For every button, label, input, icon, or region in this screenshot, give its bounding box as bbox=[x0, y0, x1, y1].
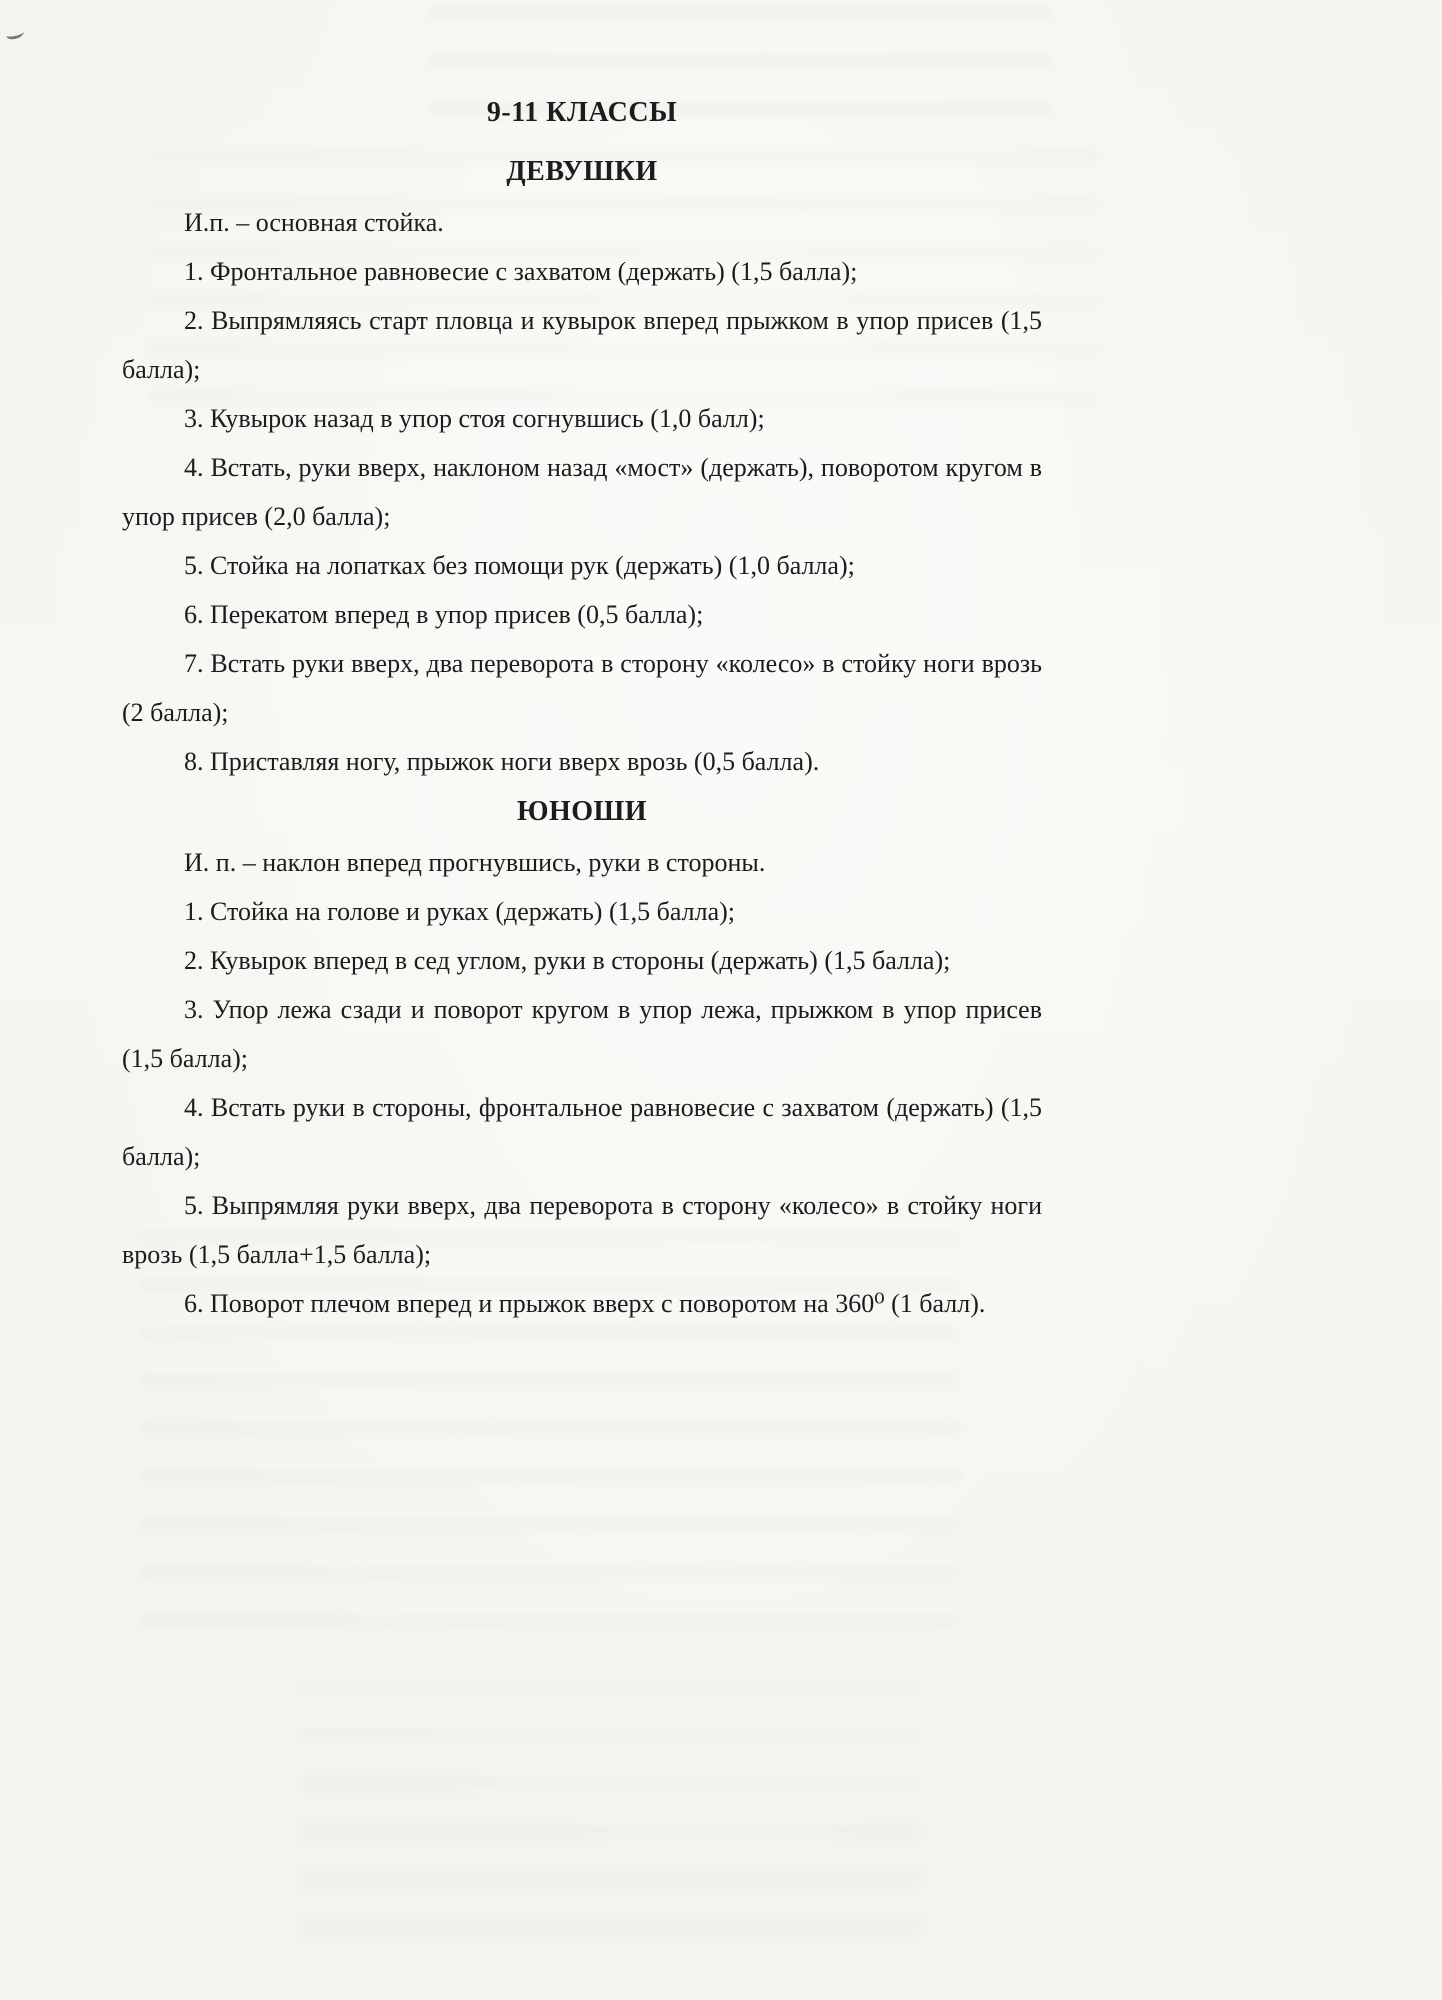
exercise-item: 3. Кувырок назад в упор стоя согнувшись (1,0 балл); bbox=[184, 404, 765, 433]
exercise-item: 1. Стойка на голове и руках (держать) (1,5 балла); bbox=[184, 897, 735, 926]
exercise-item: 7. Встать руки вверх, два переворота в сторону «колесо» в стойку ноги врозь (2 балла); bbox=[122, 649, 1042, 727]
starting-position-girls: И.п. – основная стойка. bbox=[184, 208, 444, 237]
page-title: 9-11 КЛАССЫ bbox=[486, 97, 678, 128]
exercise-item: 8. Приставляя ногу, прыжок ноги вверх врозь (0,5 балла). bbox=[184, 747, 820, 776]
exercise-item: 2. Выпрямляясь старт пловца и кувырок вперед прыжком в упор присев (1,5 балла); bbox=[122, 306, 1042, 384]
starting-position-boys: И. п. – наклон вперед прогнувшись, руки в стороны. bbox=[184, 848, 766, 877]
exercise-item: 3. Упор лежа сзади и поворот кругом в упор лежа, прыжком в упор присев (1,5 балла); bbox=[122, 995, 1042, 1073]
exercise-item: 6. Перекатом вперед в упор присев (0,5 балла); bbox=[184, 600, 704, 629]
exercise-item: 1. Фронтальное равновесие с захватом (держать) (1,5 балла); bbox=[184, 257, 858, 286]
exercise-item: 4. Встать руки в стороны, фронтальное равновесие с захватом (держать) (1,5 балла); bbox=[122, 1093, 1042, 1171]
exercise-item: 5. Выпрямляя руки вверх, два переворота в сторону «колесо» в стойку ноги врозь (1,5 балла+1,5 балла); bbox=[122, 1191, 1042, 1269]
section-heading-girls: ДЕВУШКИ bbox=[506, 156, 658, 187]
exercise-item: 4. Встать, руки вверх, наклоном назад «мост» (держать), поворотом кругом в упор присев (2,0 балла); bbox=[122, 453, 1042, 531]
scan-bleedthrough-artifact bbox=[300, 1680, 920, 1940]
exercise-item: 5. Стойка на лопатках без помощи рук (держать) (1,0 балла); bbox=[184, 551, 855, 580]
exercise-item: 6. Поворот плечом вперед и прыжок вверх с поворотом на 360⁰ (1 балл). bbox=[184, 1289, 986, 1318]
exercise-item: 2. Кувырок вперед в сед углом, руки в стороны (держать) (1,5 балла); bbox=[184, 946, 951, 975]
section-heading-boys: ЮНОШИ bbox=[516, 796, 648, 827]
